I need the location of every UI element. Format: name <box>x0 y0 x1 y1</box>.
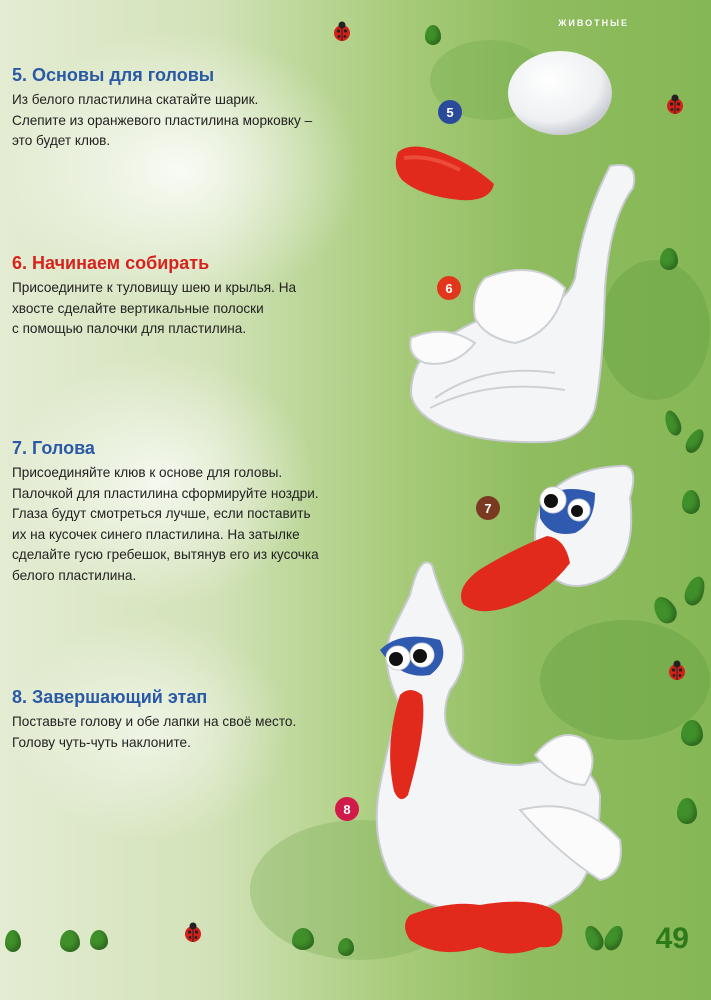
leaf-icon <box>338 938 354 956</box>
step-title: Начинаем собирать <box>32 253 210 273</box>
leaf-icon <box>660 248 678 270</box>
step-7-line: белого пластилина. <box>12 567 137 583</box>
step-7-line: Палочкой для пластилина сформируйте ноздри. <box>12 485 319 501</box>
ladybug-icon <box>666 659 688 681</box>
step-5-heading <box>12 64 382 86</box>
leaf-icon <box>662 408 684 437</box>
leaf-icon <box>649 593 680 627</box>
step-6-line: Присоедините к туловищу шею и крылья. На <box>12 280 297 295</box>
step-8-line: Поставьте голову и обе лапки на своё место. <box>12 714 297 729</box>
step-6-line: хвосте сделайте вертикальные полоски <box>12 300 264 316</box>
step-8-heading <box>12 686 382 708</box>
leaf-icon <box>292 928 314 950</box>
step-6-heading <box>12 252 382 274</box>
leaf-icon <box>60 930 80 952</box>
step-badge-8: 8 <box>335 797 359 821</box>
step-5-line: это будет клюв. <box>12 133 111 148</box>
leaf-icon <box>682 490 700 514</box>
finished-swan-illustration <box>360 555 650 975</box>
leaf-icon <box>681 720 703 746</box>
leaf-icon <box>677 798 697 824</box>
step-5 <box>12 64 382 152</box>
leaf-icon <box>90 930 108 950</box>
ladybug-icon <box>182 921 204 943</box>
step-badge-6: 6 <box>437 276 461 300</box>
step-5-line: Слепите из оранжевого пластилина морковку – <box>12 112 313 128</box>
leaf-icon <box>425 25 441 45</box>
swan-body-illustration <box>405 158 645 448</box>
page-number: 49 <box>655 922 689 955</box>
step-7-line: сделайте гусю гребешок, вытянув его из кусочка <box>12 547 319 562</box>
leaf-icon <box>681 574 708 608</box>
step-title: Основы для головы <box>32 65 215 85</box>
leaf-icon <box>5 930 21 952</box>
leaf-icon <box>682 426 707 456</box>
section-label: ЖИВОТНЫЕ <box>558 18 629 28</box>
step-8-line: Голову чуть-чуть наклоните. <box>12 734 191 750</box>
step-number: 6. <box>12 253 28 273</box>
step-badge-5: 5 <box>438 100 462 124</box>
step-title: Голова <box>32 438 95 458</box>
step-5-line: Из белого пластилина скатайте шарик. <box>12 92 259 107</box>
step-6 <box>12 252 382 340</box>
ladybug-icon <box>331 20 353 42</box>
ladybug-icon <box>664 93 686 115</box>
white-ball-illustration <box>505 50 615 140</box>
step-title: Завершающий этап <box>32 687 208 707</box>
step-number: 7. <box>12 438 28 458</box>
step-7 <box>12 437 382 586</box>
step-7-line: Присоединяйте клюв к основе для головы. <box>12 465 283 480</box>
step-7-heading <box>12 437 382 459</box>
step-badge-7: 7 <box>476 496 500 520</box>
step-6-line: с помощью палочки для пластилина. <box>12 321 247 336</box>
step-7-line: Глаза будут смотреться лучше, если поставить <box>12 506 311 521</box>
step-7-line: их на кусочек синего пластилина. На затылке <box>12 526 300 542</box>
step-number: 8. <box>12 687 28 707</box>
step-number: 5. <box>12 65 28 85</box>
step-8 <box>12 686 382 753</box>
